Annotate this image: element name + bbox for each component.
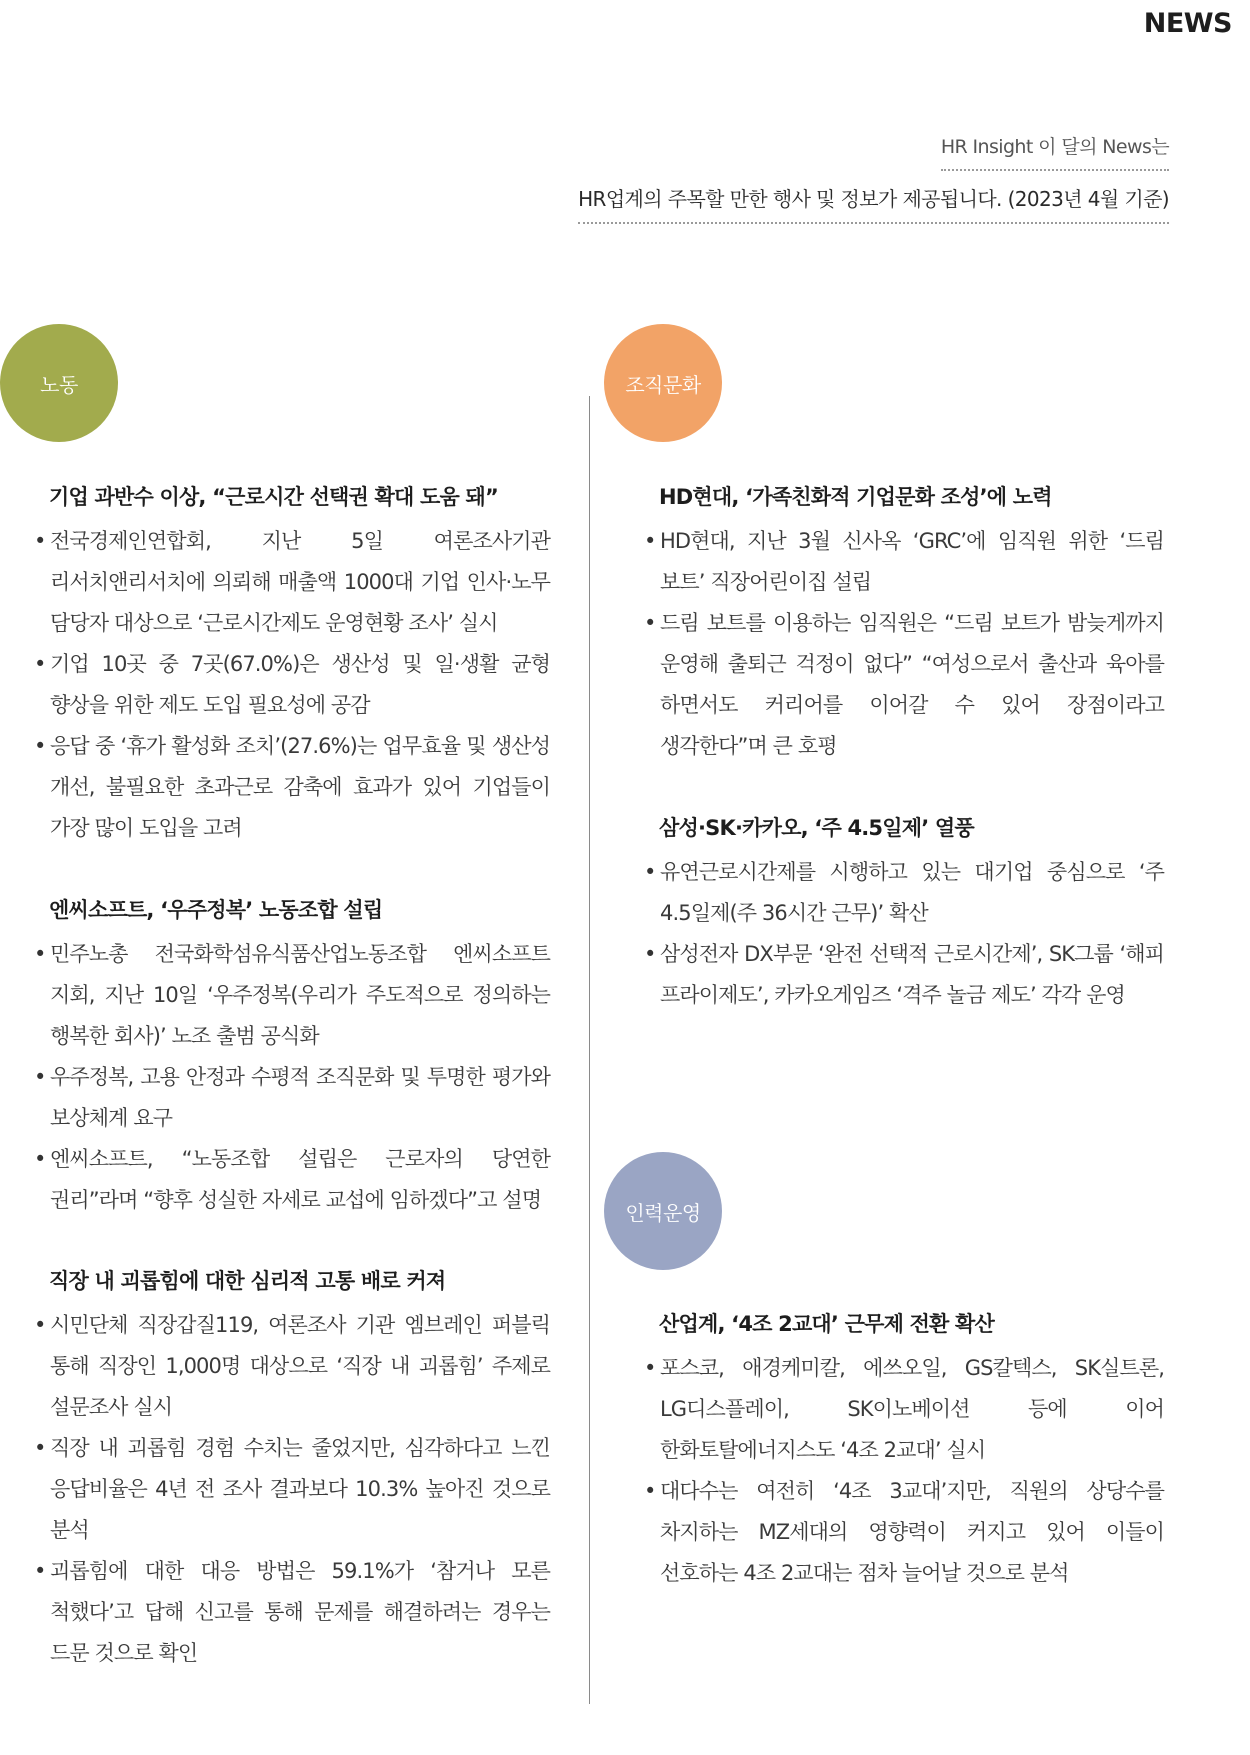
article-headline: 산업계, ‘4조 2교대’ 근무제 전환 확산 (659, 1312, 995, 1336)
intro-subtitle: HR업계의 주목할 만한 행사 및 정보가 제공됩니다. (2023년 4월 기준) (578, 183, 1169, 224)
article-headline: HD현대, ‘가족친화적 기업문화 조성’에 노력 (659, 485, 1052, 509)
article-labor-1 (34, 481, 550, 849)
article-headline: 삼성·SK·카카오, ‘주 4.5일제’ 열풍 (659, 816, 974, 840)
column-divider (589, 396, 590, 1704)
article-culture-1 (644, 481, 1164, 767)
article-bullet: • 엔씨소프트, “노동조합 설립은 근로자의 당연한 권리”라며 “향후 성실한 자세로 교섭에 임하겠다”고 설명 (34, 1139, 550, 1221)
article-bullet: • 괴롭힘에 대한 대응 방법은 59.1%가 ‘참거나 모른 척했다’고 답해 신고를 통해 문제를 해결하려는 경우는 드문 것으로 확인 (34, 1551, 550, 1674)
section-badge-labor: 노동 (0, 324, 118, 442)
article-workforce-1 (644, 1308, 1164, 1594)
section-badge-workforce: 인력운영 (604, 1152, 722, 1270)
article-bullet: • 삼성전자 DX부문 ‘완전 선택적 근로시간제’, SK그룹 ‘해피 프라이제도’, 카카오게임즈 ‘격주 놀금 제도’ 각각 운영 (644, 934, 1164, 1016)
masthead-news: NEWS (1143, 8, 1232, 39)
article-bullet: • 대다수는 여전히 ‘4조 3교대’지만, 직원의 상당수를 차지하는 MZ세대의 영향력이 커지고 있어 이들이 선호하는 4조 2교대는 점차 늘어날 것으로 분석 (644, 1471, 1164, 1594)
article-headline: 기업 과반수 이상, “근로시간 선택권 확대 도움 돼” (49, 485, 498, 509)
intro-title: HR Insight 이 달의 News는 (941, 132, 1169, 171)
article-bullet: • 직장 내 괴롭힘 경험 수치는 줄었지만, 심각하다고 느낀 응답비율은 4년 전 조사 결과보다 10.3% 높아진 것으로 분석 (34, 1428, 550, 1551)
article-labor-3 (34, 1265, 550, 1674)
article-headline: 엔씨소프트, ‘우주정복’ 노동조합 설립 (49, 898, 383, 922)
article-bullet: • HD현대, 지난 3월 신사옥 ‘GRC’에 임직원 위한 ‘드림 보트’ 직장어린이집 설립 (644, 521, 1164, 603)
article-culture-2 (644, 812, 1164, 1016)
intro-block (578, 132, 1169, 224)
article-headline: 직장 내 괴롭힘에 대한 심리적 고통 배로 커져 (49, 1269, 446, 1293)
article-bullet: • 기업 10곳 중 7곳(67.0%)은 생산성 및 일·생활 균형 향상을 위한 제도 도입 필요성에 공감 (34, 644, 550, 726)
article-bullet: • 유연근로시간제를 시행하고 있는 대기업 중심으로 ‘주 4.5일제(주 36시간 근무)’ 확산 (644, 852, 1164, 934)
article-bullet: • 시민단체 직장갑질119, 여론조사 기관 엠브레인 퍼블릭 통해 직장인 1,000명 대상으로 ‘직장 내 괴롭힘’ 주제로 설문조사 실시 (34, 1305, 550, 1428)
section-badge-culture: 조직문화 (604, 324, 722, 442)
article-bullet: • 포스코, 애경케미칼, 에쓰오일, GS칼텍스, SK실트론, LG디스플레이, SK이노베이션 등에 이어 한화토탈에너지스도 ‘4조 2교대’ 실시 (644, 1348, 1164, 1471)
article-bullet: • 전국경제인연합회, 지난 5일 여론조사기관 리서치앤리서치에 의뢰해 매출액 1000대 기업 인사·노무 담당자 대상으로 ‘근로시간제도 운영현황 조사’ 실시 (34, 521, 550, 644)
article-bullet: • 응답 중 ‘휴가 활성화 조치’(27.6%)는 업무효율 및 생산성 개선, 불필요한 초과근로 감축에 효과가 있어 기업들이 가장 많이 도입을 고려 (34, 726, 550, 849)
article-labor-2 (34, 894, 550, 1221)
article-bullet: • 드림 보트를 이용하는 임직원은 “드림 보트가 밤늦게까지 운영해 출퇴근 걱정이 없다” “여성으로서 출산과 육아를 하면서도 커리어를 이어갈 수 있어 장점이라고 생각한다”며 큰 호평 (644, 603, 1164, 767)
article-bullet: • 우주정복, 고용 안정과 수평적 조직문화 및 투명한 평가와 보상체계 요구 (34, 1057, 550, 1139)
article-bullet: • 민주노총 전국화학섬유식품산업노동조합 엔씨소프트 지회, 지난 10일 ‘우주정복(우리가 주도적으로 정의하는 행복한 회사)’ 노조 출범 공식화 (34, 934, 550, 1057)
